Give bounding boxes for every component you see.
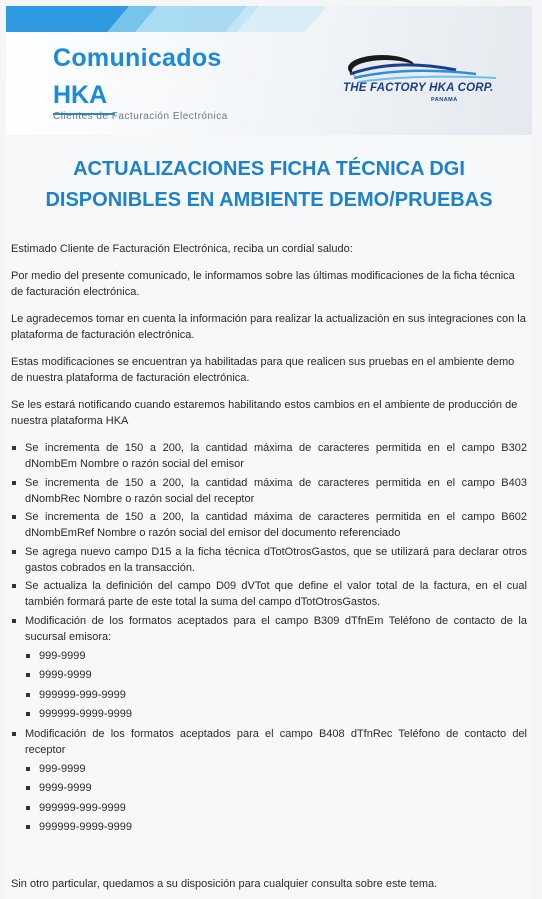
headline-line-1: ACTUALIZACIONES FICHA TÉCNICA DGI — [73, 158, 465, 180]
logo-subtext: PANAMA — [431, 97, 458, 103]
paragraph: Le agradecemos tomar en cuenta la información para realizar la actualización en sus integraciones con la plataforma de facturación electrónica. — [11, 313, 526, 341]
closing-text: Sin otro particular, quedamos a su disposición para cualquier consulta sobre este tema. — [11, 878, 438, 890]
format-item: 999999-9999-9999 — [25, 819, 527, 835]
paragraph: Estas modificaciones se encuentran ya habilitadas para que realicen sus pruebas en el ambiente demo de nuestra plataforma de facturación electrónica. — [11, 356, 515, 384]
banner-title: Comunicados — [53, 44, 222, 72]
company-logo — [336, 48, 506, 108]
paragraph: Se les estará notificando cuando estaremos habilitando estos cambios en el ambiente de producción de nuestra plataforma HKA — [11, 399, 518, 427]
list-item: Se actualiza la definición del campo D09 dVTot que define el valor total de la factura, en el cual también formará parte de este total la suma del campo dTotOtrosGastos. — [11, 578, 527, 610]
format-item: 999999-999-9999 — [25, 800, 527, 816]
format-item: 999999-9999-9999 — [25, 706, 527, 722]
headline-line-2: DISPONIBLES EN AMBIENTE DEMO/PRUEBAS — [45, 189, 493, 211]
message-body — [11, 241, 527, 839]
list-item-text: Modificación de los formatos aceptados para el campo B309 dTfnEm Teléfono de contacto de la sucursal emisora: — [25, 614, 527, 643]
list-item: Se incrementa de 150 a 200, la cantidad máxima de caracteres permitida en el campo B302 dNombEm Nombre o razón social del emisor — [11, 440, 527, 472]
format-list-emisor — [25, 648, 527, 723]
format-item: 999-9999 — [25, 648, 527, 664]
list-item: Se incrementa de 150 a 200, la cantidad máxima de caracteres permitida en el campo B403 dNombRec Nombre o razón social del receptor — [11, 475, 527, 507]
list-item: Se incrementa de 150 a 200, la cantidad máxima de caracteres permitida en el campo B602 dNombEmRef Nombre o razón social del emisor del documento referenciado — [11, 509, 527, 541]
format-item: 9999-9999 — [25, 667, 527, 683]
header-banner — [6, 6, 532, 135]
message-content — [6, 136, 532, 899]
headline — [6, 154, 532, 216]
list-item: Se agrega nuevo campo D15 a la ficha técnica dTotOtrosGastos, que se utilizará para declarar otros gastos cobrados en la transacción. — [11, 544, 527, 576]
paragraph: Por medio del presente comunicado, le informamos sobre las últimas modificaciones de la ficha técnica de facturación electrónica. — [11, 270, 515, 298]
banner-title-hka: HKA — [53, 80, 115, 115]
list-item-text: Modificación de los formatos aceptados para el campo B408 dTfnRec Teléfono de contacto del receptor — [25, 727, 527, 756]
format-item: 9999-9999 — [25, 780, 527, 796]
format-item: 999-9999 — [25, 761, 527, 777]
format-item: 999999-999-9999 — [25, 687, 527, 703]
greeting: Estimado Cliente de Facturación Electrónica, reciba un cordial saludo: — [11, 243, 353, 255]
banner-subtitle: Clientes de Facturación Electrónica — [53, 111, 228, 122]
logo-text: THE FACTORY HKA CORP. — [343, 82, 494, 94]
changes-list — [11, 440, 527, 835]
format-list-receptor — [25, 761, 527, 836]
list-item — [11, 613, 527, 723]
list-item — [11, 726, 527, 836]
